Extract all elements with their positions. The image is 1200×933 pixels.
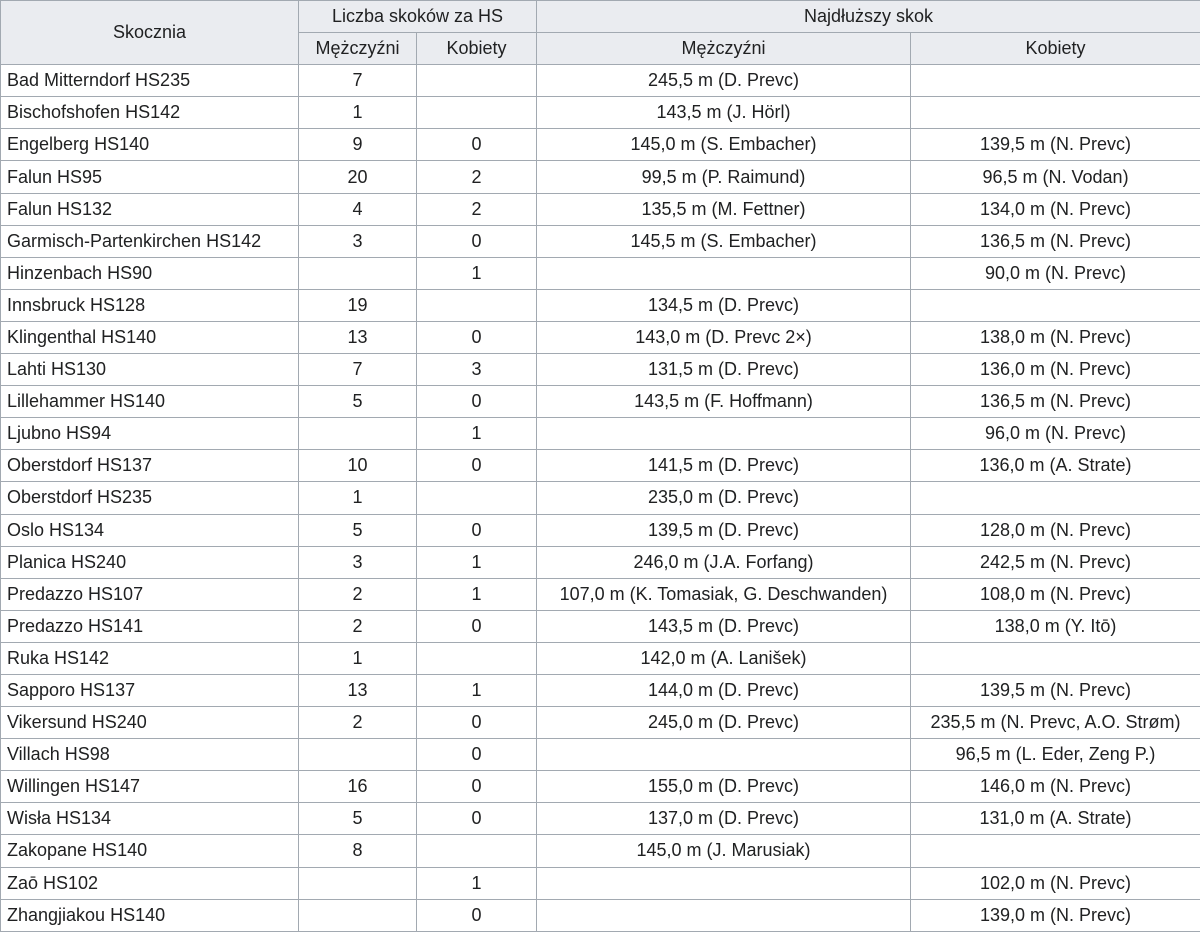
table-row [1,386,1200,418]
table-row [1,161,1200,193]
header-men: Mężczyźni [299,33,417,65]
cell-longest-women: 138,0 m (Y. Itō) [911,610,1200,642]
cell-women-count [417,835,537,867]
cell-longest-women: 136,5 m (N. Prevc) [911,386,1200,418]
header-longest-women: Kobiety [911,33,1200,65]
table-row [1,546,1200,578]
cell-longest-men [537,867,911,899]
cell-hill: Planica HS240 [1,546,299,578]
table-row [1,129,1200,161]
cell-longest-women: 146,0 m (N. Prevc) [911,771,1200,803]
cell-longest-women: 131,0 m (A. Strate) [911,803,1200,835]
cell-women-count: 0 [417,450,537,482]
cell-longest-women: 139,5 m (N. Prevc) [911,129,1200,161]
cell-longest-men [537,739,911,771]
cell-men-count: 2 [299,707,417,739]
cell-women-count: 0 [417,386,537,418]
cell-men-count: 1 [299,482,417,514]
cell-longest-women [911,289,1200,321]
cell-hill: Predazzo HS107 [1,578,299,610]
cell-longest-women: 108,0 m (N. Prevc) [911,578,1200,610]
cell-longest-men [537,899,911,931]
header-jumps-group: Liczba skoków za HS [299,1,537,33]
cell-men-count [299,739,417,771]
cell-hill: Falun HS95 [1,161,299,193]
cell-men-count: 5 [299,803,417,835]
table-row [1,899,1200,931]
table-row [1,642,1200,674]
cell-men-count [299,899,417,931]
table-header [1,1,1200,65]
table-row [1,674,1200,706]
cell-women-count: 3 [417,354,537,386]
cell-longest-women: 235,5 m (N. Prevc, A.O. Strøm) [911,707,1200,739]
table-row [1,65,1200,97]
cell-hill: Vikersund HS240 [1,707,299,739]
cell-longest-men: 145,5 m (S. Embacher) [537,225,911,257]
cell-men-count: 1 [299,97,417,129]
cell-longest-women: 242,5 m (N. Prevc) [911,546,1200,578]
table-row [1,739,1200,771]
cell-men-count: 5 [299,386,417,418]
cell-women-count: 0 [417,225,537,257]
cell-women-count: 2 [417,193,537,225]
cell-longest-men [537,418,911,450]
cell-longest-women: 134,0 m (N. Prevc) [911,193,1200,225]
cell-men-count: 10 [299,450,417,482]
table-row [1,225,1200,257]
cell-hill: Oberstdorf HS235 [1,482,299,514]
cell-men-count: 1 [299,642,417,674]
cell-men-count: 8 [299,835,417,867]
cell-hill: Predazzo HS141 [1,610,299,642]
cell-longest-men: 145,0 m (S. Embacher) [537,129,911,161]
cell-women-count: 2 [417,161,537,193]
table-row [1,321,1200,353]
cell-longest-women: 136,5 m (N. Prevc) [911,225,1200,257]
cell-men-count: 13 [299,674,417,706]
table-row [1,578,1200,610]
cell-hill: Zaō HS102 [1,867,299,899]
table-row [1,97,1200,129]
cell-hill: Villach HS98 [1,739,299,771]
cell-longest-women: 96,5 m (L. Eder, Zeng P.) [911,739,1200,771]
cell-men-count: 3 [299,546,417,578]
cell-men-count: 20 [299,161,417,193]
cell-longest-men: 131,5 m (D. Prevc) [537,354,911,386]
cell-hill: Bad Mitterndorf HS235 [1,65,299,97]
cell-men-count [299,257,417,289]
cell-longest-men: 145,0 m (J. Marusiak) [537,835,911,867]
cell-hill: Hinzenbach HS90 [1,257,299,289]
cell-women-count: 0 [417,771,537,803]
cell-hill: Zakopane HS140 [1,835,299,867]
cell-longest-women [911,835,1200,867]
cell-longest-men: 235,0 m (D. Prevc) [537,482,911,514]
cell-women-count: 0 [417,610,537,642]
header-longest-men: Mężczyźni [537,33,911,65]
cell-longest-women: 139,5 m (N. Prevc) [911,674,1200,706]
cell-hill: Oslo HS134 [1,514,299,546]
cell-longest-women [911,642,1200,674]
cell-men-count [299,418,417,450]
cell-longest-men: 99,5 m (P. Raimund) [537,161,911,193]
cell-longest-men: 144,0 m (D. Prevc) [537,674,911,706]
cell-hill: Sapporo HS137 [1,674,299,706]
cell-longest-men: 143,5 m (F. Hoffmann) [537,386,911,418]
cell-men-count: 2 [299,610,417,642]
cell-women-count: 0 [417,129,537,161]
cell-hill: Garmisch-Partenkirchen HS142 [1,225,299,257]
cell-hill: Ljubno HS94 [1,418,299,450]
cell-hill: Wisła HS134 [1,803,299,835]
cell-women-count [417,65,537,97]
cell-longest-women: 138,0 m (N. Prevc) [911,321,1200,353]
table-row [1,193,1200,225]
cell-longest-men: 107,0 m (K. Tomasiak, G. Deschwanden) [537,578,911,610]
cell-longest-women: 96,5 m (N. Vodan) [911,161,1200,193]
cell-hill: Lillehammer HS140 [1,386,299,418]
cell-longest-women: 128,0 m (N. Prevc) [911,514,1200,546]
cell-longest-men: 143,5 m (J. Hörl) [537,97,911,129]
cell-longest-women: 102,0 m (N. Prevc) [911,867,1200,899]
cell-longest-women [911,97,1200,129]
header-hill: Skocznia [1,1,299,65]
cell-hill: Ruka HS142 [1,642,299,674]
cell-women-count: 1 [417,674,537,706]
cell-longest-men: 134,5 m (D. Prevc) [537,289,911,321]
cell-men-count [299,867,417,899]
cell-longest-men: 155,0 m (D. Prevc) [537,771,911,803]
cell-longest-men: 135,5 m (M. Fettner) [537,193,911,225]
cell-women-count: 0 [417,514,537,546]
cell-hill: Lahti HS130 [1,354,299,386]
cell-women-count [417,289,537,321]
cell-men-count: 19 [299,289,417,321]
cell-women-count: 1 [417,867,537,899]
cell-hill: Oberstdorf HS137 [1,450,299,482]
table-body [1,65,1200,932]
table-row [1,514,1200,546]
table-row [1,482,1200,514]
header-row [1,1,1200,33]
table-row [1,257,1200,289]
header-longest-group: Najdłuższy skok [537,1,1200,33]
cell-longest-men: 137,0 m (D. Prevc) [537,803,911,835]
table-row [1,289,1200,321]
cell-longest-women: 90,0 m (N. Prevc) [911,257,1200,289]
cell-hill: Falun HS132 [1,193,299,225]
cell-men-count: 5 [299,514,417,546]
cell-women-count [417,97,537,129]
cell-men-count: 7 [299,65,417,97]
table-row [1,835,1200,867]
cell-longest-women: 136,0 m (A. Strate) [911,450,1200,482]
cell-women-count: 1 [417,418,537,450]
cell-men-count: 16 [299,771,417,803]
cell-women-count [417,642,537,674]
cell-women-count: 0 [417,739,537,771]
table-row [1,707,1200,739]
cell-hill: Innsbruck HS128 [1,289,299,321]
cell-men-count: 3 [299,225,417,257]
cell-longest-women [911,65,1200,97]
cell-hill: Willingen HS147 [1,771,299,803]
cell-longest-women [911,482,1200,514]
cell-hill: Zhangjiakou HS140 [1,899,299,931]
cell-men-count: 4 [299,193,417,225]
cell-women-count: 1 [417,546,537,578]
cell-longest-men: 143,0 m (D. Prevc 2×) [537,321,911,353]
table-row [1,867,1200,899]
cell-women-count: 1 [417,578,537,610]
cell-women-count: 0 [417,803,537,835]
cell-men-count: 2 [299,578,417,610]
cell-men-count: 9 [299,129,417,161]
cell-women-count: 0 [417,321,537,353]
cell-hill: Engelberg HS140 [1,129,299,161]
table-row [1,450,1200,482]
table-row [1,418,1200,450]
cell-women-count: 0 [417,899,537,931]
table-row [1,610,1200,642]
cell-longest-men: 245,5 m (D. Prevc) [537,65,911,97]
cell-longest-men: 143,5 m (D. Prevc) [537,610,911,642]
cell-men-count: 7 [299,354,417,386]
cell-longest-women: 96,0 m (N. Prevc) [911,418,1200,450]
table-row [1,771,1200,803]
cell-longest-men: 246,0 m (J.A. Forfang) [537,546,911,578]
cell-hill: Bischofshofen HS142 [1,97,299,129]
cell-longest-men: 142,0 m (A. Lanišek) [537,642,911,674]
cell-longest-women: 136,0 m (N. Prevc) [911,354,1200,386]
cell-longest-men: 139,5 m (D. Prevc) [537,514,911,546]
table-row [1,803,1200,835]
cell-longest-men [537,257,911,289]
cell-longest-men: 245,0 m (D. Prevc) [537,707,911,739]
cell-women-count: 1 [417,257,537,289]
cell-longest-men: 141,5 m (D. Prevc) [537,450,911,482]
cell-longest-women: 139,0 m (N. Prevc) [911,899,1200,931]
cell-women-count [417,482,537,514]
table-row [1,354,1200,386]
header-women: Kobiety [417,33,537,65]
cell-men-count: 13 [299,321,417,353]
cell-women-count: 0 [417,707,537,739]
cell-hill: Klingenthal HS140 [1,321,299,353]
